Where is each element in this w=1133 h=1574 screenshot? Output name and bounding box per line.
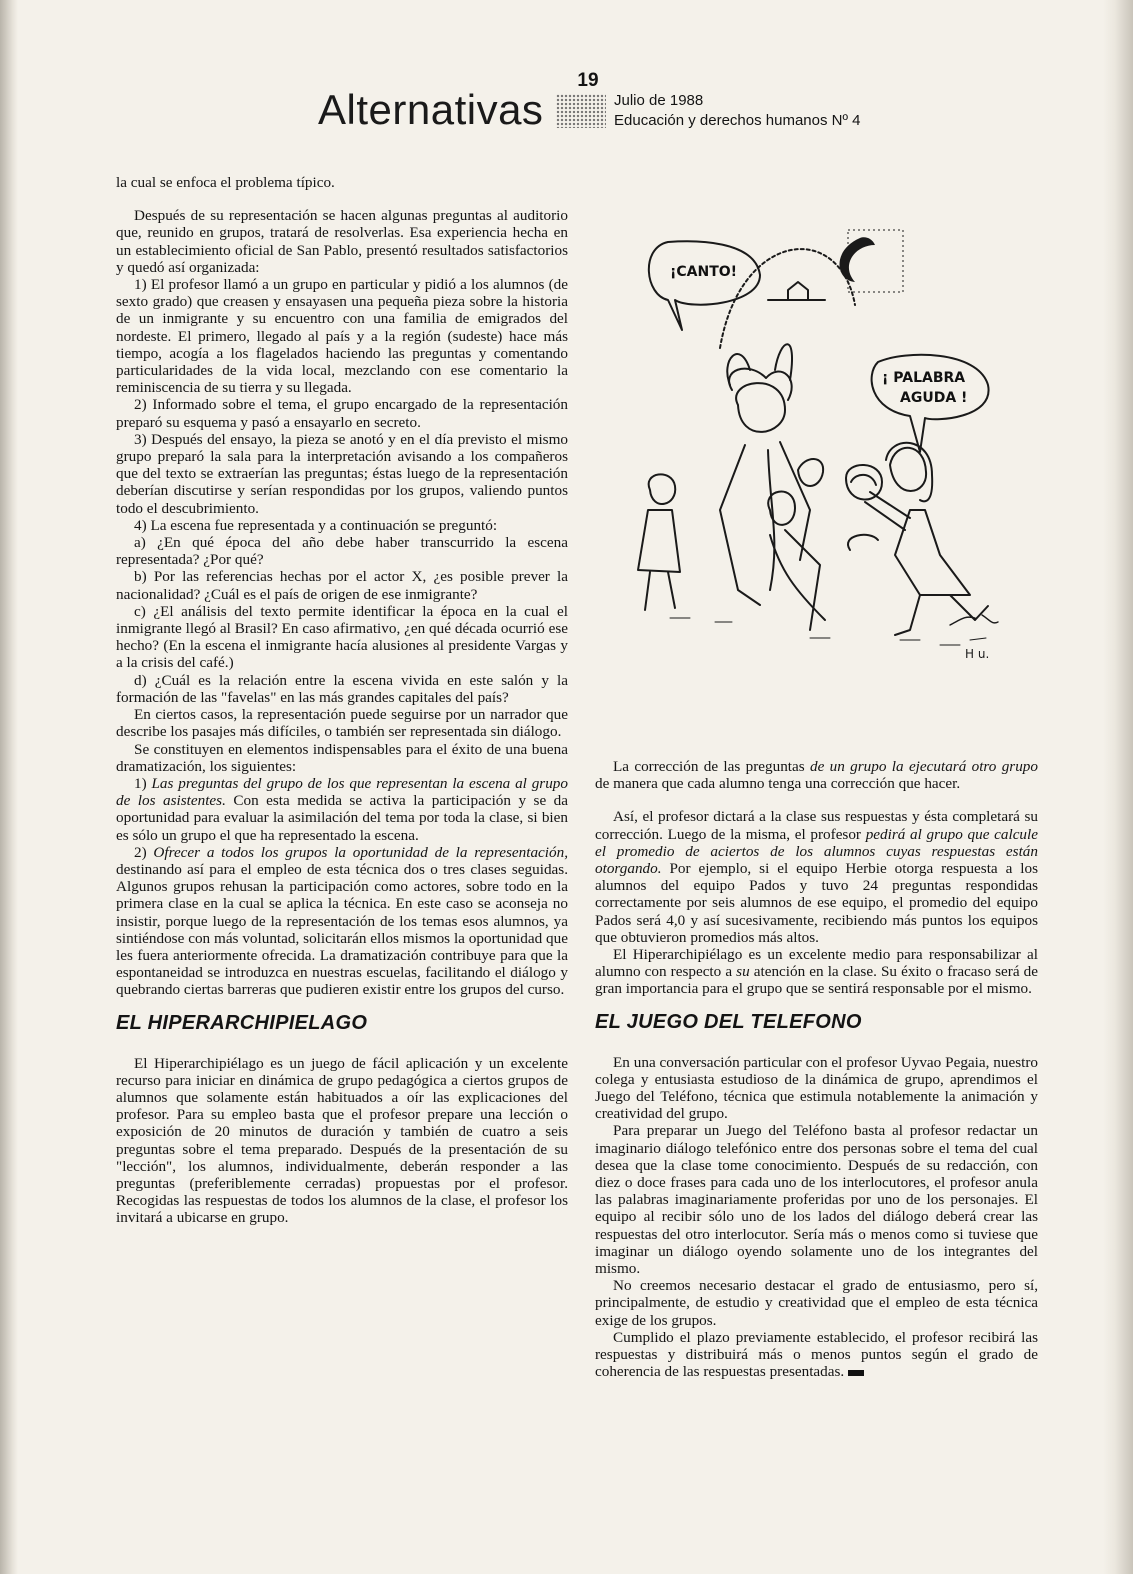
body-text: La corrección de las preguntas [613,758,810,775]
body-text: Con esta medida se activa la participación y se da oportunidad para evaluar la asimilación del tema por toda la clase, si bien es sólo un grupo el que ha representado la escena. [116,792,568,844]
paragraph: la cual se enfoca el problema típico. [116,174,335,191]
paragraph [595,1329,1038,1381]
section-heading-hiperarchipielago: EL HIPERARCHIPIELAGO [116,1011,368,1034]
issue-title: Educación y derechos humanos Nº 4 [614,112,861,129]
paragraph: 3) Después del ensayo, la pieza se anotó y en el día previsto el mismo grupo preparó la sala para la interpretación avisando a los compañeros que del texto se extraerían las preguntas; éstas luego de la representación deberían discutirse y serían respondidas por los grupos, valiendo puntos todo el descubrimiento. [116,430,568,517]
body-text: de manera que cada alumno tenga una corrección que hacer. [595,775,961,793]
paragraph: El Hiperarchipiélago es un juego de fácil aplicación y un excelente recurso para iniciar en dinámica de grupo pedagógica a ciertos grupos de alumnos que solamente están habituados a oír las explicaciones del profesor. Para su empleo basta que el profesor prepare una lección o exposición de 20 minutos de duración y también de cuatro a seis preguntas sobre el tema preparado. Después de la presentación de su "lección", los alumnos, individualmente, deberán responder a las preguntas (preferiblemente cerradas) propuestas por el profesor. Recogidas las respuestas de todos los alumnos de la clase, el profesor los invitará a ubicarse en grupo. [116,1054,568,1227]
paragraph [595,758,1038,792]
emphasis-text: su [736,963,750,981]
page-number: 19 [577,70,599,91]
paragraph: d) ¿Cuál es la relación entre la escena vivida en este salón y la formación de las "favelas" en las más grandes capitales del país? [116,671,568,706]
section-heading-juego-telefono: EL JUEGO DEL TELEFONO [595,1010,862,1033]
paragraph: c) ¿El análisis del texto permite identificar la época en la cual el inmigrante llegó al Brasil? En caso afirmativo, ¿en qué década ocurrió ese hecho? (En la escena el inmigrante hacía alusiones al presidente Vargas y a la crisis del café.) [116,602,568,672]
issue-date: Julio de 1988 [614,92,704,109]
end-of-article-mark [848,1370,864,1376]
artist-signature: H u. [965,647,990,660]
list-marker: 1) [134,774,152,792]
bubble-text-palabra: ¡ PALABRA [882,370,966,386]
paragraph [595,946,1038,998]
page-shadow-left [0,0,18,1574]
paragraph [116,844,568,999]
right-column [595,758,1038,1498]
body-text: atención en la clase. Su éxito o fracaso será de gran importancia para el grupo que se sentirá responsable por el mismo. [595,963,1038,998]
body-text: destinando así para el empleo de esta técnica dos o tres clases seguidas. Algunos grupos rehusan la participación como actores, sobre todo en la primera clase en la cual se aplica la técnica. En este caso se aconseja no insistir, porque luego de la representación de los temas esos alumnos, ya sintiéndose con más voluntad, solicitarán ellos mismos la oportunidad que les fuera anteriormente ofrecida. La dramatización contribuye para que la espontaneidad se introduzca en nuestras escuelas, facilitando el diálogo y quebrando ciertas barreras que pudieren existir entre los grupos del curso. [116,860,568,999]
list-marker: 2) [134,843,154,861]
emphasis-text: Ofrecer a todos los grupos la oportunidad de la representación, [153,843,568,861]
paragraph: Para preparar un Juego del Teléfono basta al profesor redactar un imaginario diálogo telefónico entre dos personas sobre el tema del cual desea que la clase tome conocimiento. Después de su redacción, con diez o doce frases para cada uno de los interlocutores, el profesor anula las palabras imaginariamente proferidas por uno de los personajes. El equipo al recibir sólo uno de los lados del diálogo deberá crear las respuestas del otro interlocutor. Sería más o menos como si tuviese que imaginar un diálogo oyendo solamente uno de los integrantes del mismo. [595,1122,1038,1278]
paragraph: a) ¿En qué época del año debe haber transcurrido la escena representada? ¿Por qué? [116,534,568,569]
masthead [318,70,1038,140]
body-text: Cumplido el plazo previamente establecido, el profesor recibirá las respuestas y distribuirá más o menos puntos según el grado de coherencia de las respuestas presentadas. [595,1328,1038,1381]
body-text: Así, el profesor dictará a la clase sus respuestas y ésta completará su corrección. Luego de la misma, el profesor [595,808,1038,843]
paragraph: 1) El profesor llamó a un grupo en particular y pidió a los alumnos (de sexto grado) que creasen y ensayasen una pequeña pieza sobre la historia de un inmigrante y su encuentro con una familia de emigrados del nordeste. El primero, llegado al país y a la región (sudeste) hace más tiempo, acogía a los flagelados haciendo las preguntas y comentando particularidades de la vida local, mezclando con ese comentario la reminiscencia de su tierra y su llegada. [116,276,568,397]
paragraph: b) Por las referencias hechas por el actor X, ¿es posible prever la nacionalidad? ¿Cuál es el país de origen de ese inmigrante? [116,568,568,603]
bubble-text-aguda: AGUDA ! [900,390,968,406]
paragraph [595,808,1038,946]
cartoon-illustration [620,210,1038,660]
left-column [116,174,568,1494]
body-text: El Hiperarchipiélago es un excelente medio para responsabilizar al alumno con respecto a [595,946,1038,981]
halftone-logo-block [556,94,606,128]
emphasis-text: pedirá al grupo que calcule el promedio de aciertos de los alumnos cuyas respuestas están otorgando. [595,825,1038,878]
bubble-text-canto: ¡CANTO! [670,264,738,280]
paragraph: 2) Informado sobre el tema, el grupo encargado de la representación preparó su esquema y pasó a ensayarlo en secreto. [116,396,568,431]
paragraph: En una conversación particular con el profesor Uyvao Pegaia, nuestro colega y entusiasta estudioso de la dinámica de grupo, aprendimos el Juego del Teléfono, técnica que estimula notablemente la animación y creatividad del grupo. [595,1053,1038,1123]
magazine-logo: Alternativas [318,86,544,133]
paragraph: Después de su representación se hacen algunas preguntas al auditorio que, reunido en grupos, tratará de resolverlas. Esa experiencia hecha en un establecimiento oficial de San Pablo, presentó resultados satisfactorios y quedó así organizada: [116,207,568,276]
body-text: Por ejemplo, si el equipo Herbie otorga respuesta a los alumnos del equipo Pados y tuvo 24 preguntas respondidas correctamente por seis alumnos de ese equipo, el promedio del equipo Pados será 4,0 y así sucesivamente, recibiendo más puntos los equipos que obtuvieron promedios más altos. [595,860,1038,946]
paragraph: En ciertos casos, la representación puede seguirse por un narrador que describe los pasajes más difíciles, o también ser representada sin diálogo. [116,706,568,741]
paragraph: Se constituyen en elementos indispensables para el éxito de una buena dramatización, los siguientes: [116,740,568,775]
page-shadow-right [1103,0,1133,1574]
paragraph: No creemos necesario destacar el grado de entusiasmo, pero sí, principalmente, de estudio y creatividad que el empleo de esta técnica exige de los grupos. [595,1277,1038,1329]
cartoon-drawing [620,210,1038,660]
emphasis-text: de un grupo la ejecutará otro grupo [810,758,1038,775]
emphasis-text: Las preguntas del grupo de los que representan la escena al grupo de los asistentes. [116,774,568,810]
paragraph: 4) La escena fue representada y a continuación se preguntó: [134,516,498,534]
paragraph [116,775,568,844]
